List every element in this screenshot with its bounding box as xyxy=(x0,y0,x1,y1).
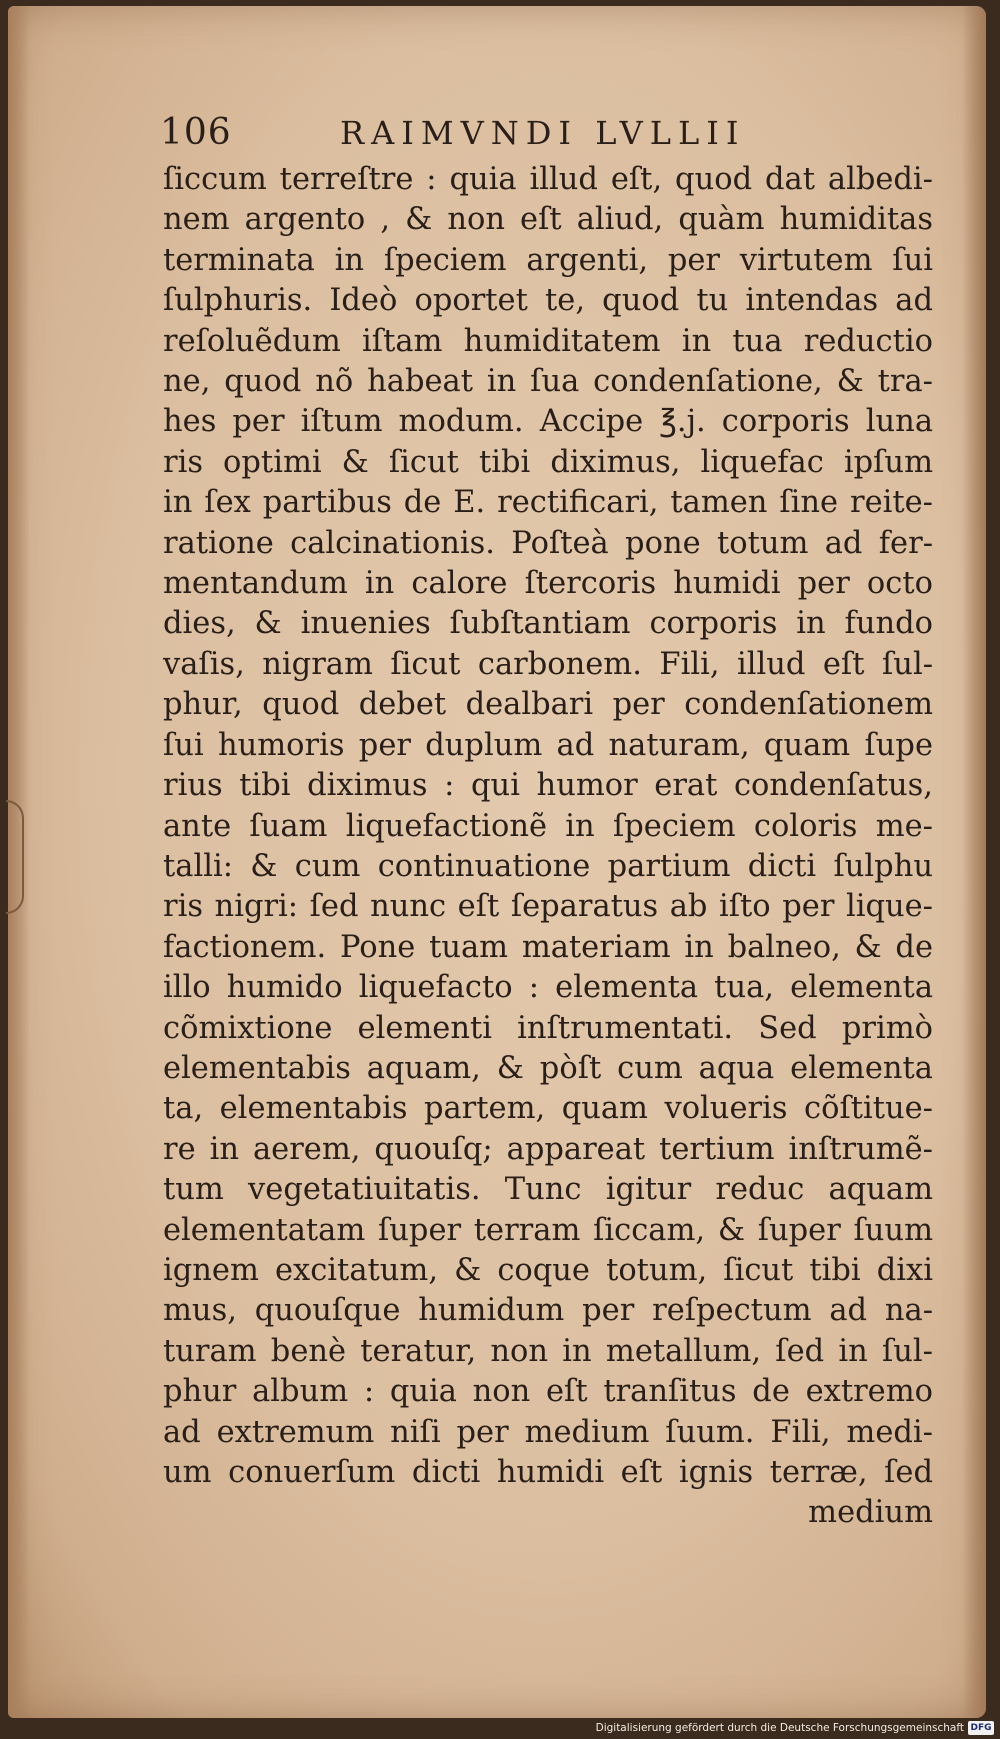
text-line: ta, elementabis partem, quam volueris cõſtitue- xyxy=(163,1091,933,1127)
text-line: nem argento , & non eſt aliud, quàm humiditas xyxy=(163,202,933,238)
text-line: turam benè teratur, non in metallum, ſed in ſul- xyxy=(163,1333,933,1369)
page-right-edge xyxy=(962,6,986,1718)
text-line: ſiccum terreſtre : quia illud eſt, quod dat albedi- xyxy=(163,162,933,197)
text-line: ignem excitatum, & coque totum, ſicut tibi dixi xyxy=(163,1252,933,1288)
text-line: tum vegetatiuitatis. Tunc igitur reduc aquam xyxy=(163,1172,933,1208)
text-line: ad extremum niſi per medium ſuum. Fili, medi- xyxy=(163,1414,933,1450)
footer-bar xyxy=(0,1718,1000,1739)
dfg-logo: DFG xyxy=(968,1721,994,1735)
text-line: ſulphuris. Ideò oportet te, quod tu intendas ad xyxy=(163,283,933,319)
text-line: mentandum in calore ſtercoris humidi per octo xyxy=(163,566,933,602)
text-line: ratione calcinationis. Poſteà pone totum ad fer- xyxy=(163,525,933,561)
text-line: ris nigri: ſed nunc eſt ſeparatus ab iſto per lique- xyxy=(163,889,933,925)
text-line: medium xyxy=(808,1495,933,1531)
text-line: in ſex partibus de E. rectificari, tamen ſine reite- xyxy=(163,485,933,521)
body-text xyxy=(163,160,933,1534)
text-line: talli: & cum continuatione partium dicti ſulphu xyxy=(163,848,933,884)
text-line: ante ſuam liquefactionẽ in ſpeciem coloris me- xyxy=(163,808,933,844)
text-line: rius tibi diximus : qui humor erat condenſatus, xyxy=(163,768,933,804)
running-title: RAIMVNDI LVLLII xyxy=(340,114,746,152)
text-line: elementatam ſuper terram ſiccam, & ſuper ſuum xyxy=(163,1212,933,1248)
text-line: phur, quod debet dealbari per condenſationem xyxy=(163,687,933,723)
footer-credit: Digitalisierung gefördert durch die Deutsche Forschungsgemeinschaft xyxy=(595,1722,964,1734)
text-line: phur album : quia non eſt tranſitus de extremo xyxy=(163,1374,933,1410)
text-line: ris optimi & ſicut tibi diximus, liquefac ipſum xyxy=(163,444,933,480)
text-line: factionem. Pone tuam materiam in balneo, & de xyxy=(163,929,933,965)
page-header xyxy=(160,110,760,156)
text-line: hes per iſtum modum. Accipe ℥.j. corporis luna xyxy=(163,404,933,440)
text-line: terminata in ſpeciem argenti, per virtutem ſui xyxy=(163,242,933,278)
text-line: reſoluẽdum iſtam humiditatem in tua reductio xyxy=(163,323,933,359)
text-line: dies, & inuenies ſubſtantiam corporis in fundo xyxy=(163,606,933,642)
text-line: vaſis, nigram ſicut carbonem. Fili, illud eſt ſul- xyxy=(163,646,933,682)
text-line: ne, quod nõ habeat in ſua condenſatione, & tra- xyxy=(163,364,933,400)
page-number: 106 xyxy=(160,112,232,153)
text-line: elementabis aquam, & pòſt cum aqua elementa xyxy=(163,1050,933,1086)
text-line: um conuerſum dicti humidi eſt ignis terræ, ſed xyxy=(163,1455,933,1490)
text-line: ſui humoris per duplum ad naturam, quam ſupe xyxy=(163,727,933,763)
text-line: cõmixtione elementi inſtrumentati. Sed primò xyxy=(163,1010,933,1046)
page-tab-mark xyxy=(6,800,24,914)
text-line: illo humido liquefacto : elementa tua, elementa xyxy=(163,970,933,1006)
text-line: mus, quouſque humidum per reſpectum ad na- xyxy=(163,1293,933,1329)
text-line: re in aerem, quouſq; appareat tertium inſtrumẽ- xyxy=(163,1131,933,1167)
